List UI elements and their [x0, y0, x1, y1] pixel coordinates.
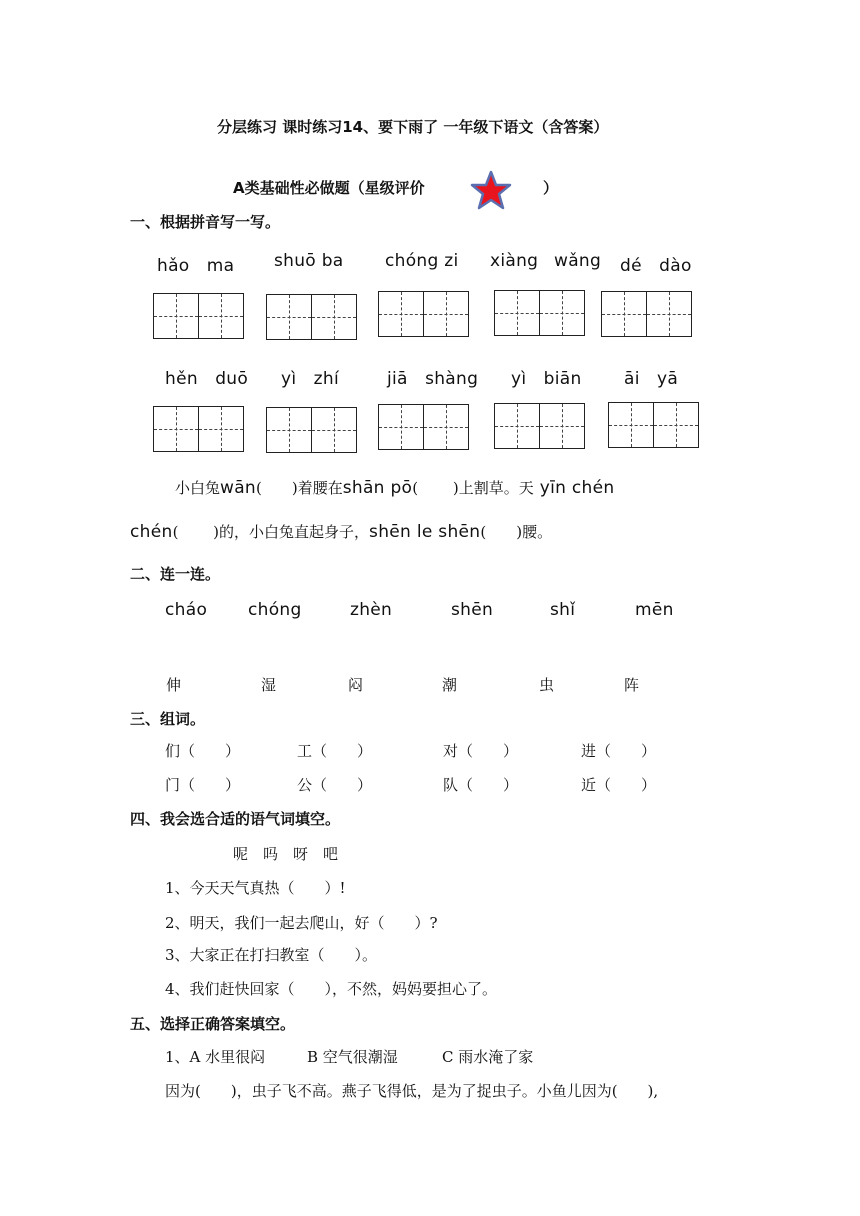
- word-blank[interactable]: 对（ ）: [443, 742, 519, 760]
- pinyin-wang: wǎng: [554, 251, 602, 271]
- match-pinyin[interactable]: zhèn: [350, 600, 393, 620]
- fill-item[interactable]: 4、我们赶快回家（ ），不然，妈妈要担心了。: [165, 980, 498, 998]
- fill-item[interactable]: 2、明天，我们一起去爬山，好（ ）?: [165, 914, 438, 932]
- writing-grid[interactable]: [153, 293, 242, 339]
- writing-grid[interactable]: [601, 291, 690, 337]
- sentence-line-1: [175, 477, 614, 498]
- writing-grid[interactable]: [378, 404, 467, 450]
- match-pinyin[interactable]: mēn: [635, 600, 674, 620]
- section-a-close: ）: [543, 179, 559, 197]
- pinyin-jia-shang: jiā shàng: [387, 369, 479, 389]
- sentence-pinyin: wān: [220, 478, 257, 498]
- q2-heading: 二、连一连。: [130, 565, 221, 583]
- word-blank[interactable]: 们（ ）: [165, 742, 241, 760]
- match-char[interactable]: 阵: [624, 676, 640, 694]
- pinyin-yi-zhi: yì zhí: [281, 369, 340, 389]
- q3-heading: 三、组词。: [130, 710, 206, 728]
- sentence-line-2: [130, 521, 552, 542]
- pinyin-shuo-ba: shuō ba: [274, 251, 344, 271]
- word-blank[interactable]: 队（ ）: [443, 776, 519, 794]
- writing-grid[interactable]: [153, 406, 242, 452]
- match-pinyin[interactable]: chóng: [248, 600, 302, 620]
- pinyin-xiang: xiàng: [490, 251, 539, 271]
- fill-sentence[interactable]: 因为( )，虫子飞不高。燕子飞得低，是为了捉虫子。小鱼儿因为( ),: [165, 1082, 659, 1100]
- word-blank[interactable]: 近（ ）: [581, 776, 657, 794]
- pinyin-yi-bian: yì biān: [511, 369, 582, 389]
- section-a-label: A类基础性必做题（星级评价: [233, 179, 425, 197]
- match-char[interactable]: 潮: [442, 676, 458, 694]
- sentence-pinyin: shēn le shēn: [369, 522, 481, 542]
- sentence-pinyin: shān pō: [342, 478, 413, 498]
- sentence-text: ( )腰。: [480, 523, 553, 541]
- writing-grid[interactable]: [494, 403, 583, 449]
- sentence-text: ( )的，小白兔直起身子，: [172, 523, 370, 541]
- star-icon: [470, 170, 512, 210]
- fill-item[interactable]: 1、今天天气真热（ ）!: [165, 879, 346, 897]
- page-title: 分层练习 课时练习14、要下雨了 一年级下语文（含答案）: [217, 118, 609, 136]
- sentence-pinyin: yīn chén: [539, 478, 615, 498]
- writing-grid[interactable]: [608, 402, 697, 448]
- option-a: 1、A 水里很闷: [165, 1048, 266, 1066]
- match-char[interactable]: 湿: [261, 676, 277, 694]
- sentence-text: ( )着腰在: [256, 479, 343, 497]
- word-blank[interactable]: 工（ ）: [297, 742, 373, 760]
- sentence-text: 小白兔: [175, 479, 221, 497]
- word-blank[interactable]: 进（ ）: [581, 742, 657, 760]
- writing-grid[interactable]: [266, 294, 355, 340]
- word-blank[interactable]: 门（ ）: [165, 776, 241, 794]
- match-pinyin[interactable]: cháo: [165, 600, 208, 620]
- word-blank[interactable]: 公（ ）: [297, 776, 373, 794]
- particle-words: 呢 吗 呀 吧: [233, 845, 339, 863]
- pinyin-chong-zi: chóng zi: [385, 251, 459, 271]
- pinyin-de-dao: dé dào: [620, 256, 692, 276]
- writing-grid[interactable]: [378, 291, 467, 337]
- pinyin-hen-duo: hěn duō: [165, 369, 249, 389]
- q1-heading: 一、根据拼音写一写。: [130, 213, 281, 231]
- match-char[interactable]: 伸: [166, 676, 182, 694]
- sentence-text: ( )上割草。天: [412, 479, 534, 497]
- q5-heading: 五、选择正确答案填空。: [130, 1015, 296, 1033]
- match-char[interactable]: 闷: [348, 676, 364, 694]
- option-b: B 空气很潮湿: [307, 1048, 398, 1066]
- fill-item[interactable]: 3、大家正在打扫教室（ ）。: [165, 946, 378, 964]
- match-pinyin[interactable]: shēn: [451, 600, 494, 620]
- q4-heading: 四、我会选合适的语气词填空。: [130, 810, 341, 828]
- option-c: C 雨水淹了家: [442, 1048, 534, 1066]
- writing-grid[interactable]: [266, 407, 355, 453]
- writing-grid[interactable]: [494, 290, 583, 336]
- match-char[interactable]: 虫: [539, 676, 555, 694]
- sentence-pinyin: chén: [130, 522, 173, 542]
- match-pinyin[interactable]: shǐ: [550, 600, 576, 620]
- pinyin-ai-ya: āi yā: [624, 369, 679, 389]
- pinyin-hao-ma: hǎo ma: [157, 256, 235, 276]
